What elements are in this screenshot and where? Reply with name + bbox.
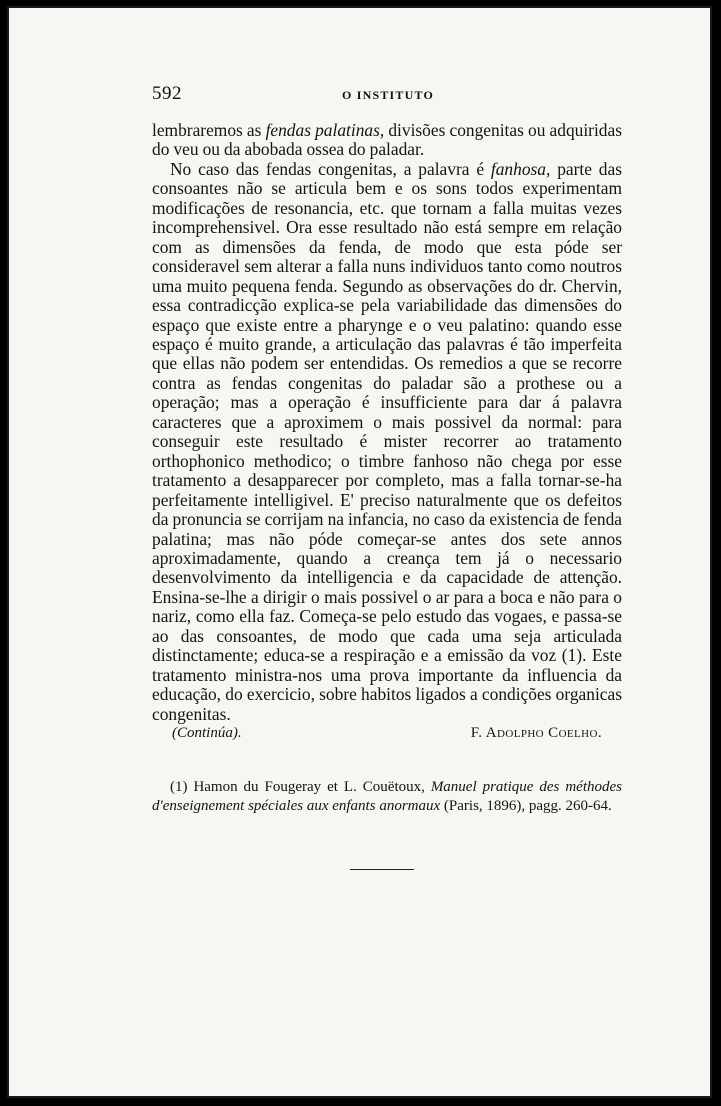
running-head: O INSTITUTO	[342, 88, 435, 102]
page-number: 592	[152, 83, 182, 104]
article-signature	[172, 725, 602, 745]
footnote-text: (Paris, 1896), pagg. 260-64.	[440, 798, 612, 814]
paragraph-continuation	[152, 121, 622, 160]
author-name: F. Adolpho Coelho.	[470, 725, 602, 741]
article-body	[152, 121, 622, 724]
text-run: divisões congenitas ou adquiridas do veu ou da abobada ossea do paladar.	[152, 120, 622, 160]
italic-term: fendas palatinas,	[265, 120, 385, 140]
footnote	[152, 778, 622, 816]
text-run: parte das consoantes não se articula bem e os sons todos experimentam modificações de resonancia, etc. que tornam a falla muitas vezes incomprehensivel. Ora esse resultado não está sempre em relação com as dimensões da fenda, de modo que esta póde ser consideravel sem alterar a falla nuns individuos tanto como noutros uma muito pequena fenda. Segundo as observações do dr. Chervin, essa contradicção explica-se pela variabilidade das dimensões do espaço que existe entre a pharynge e o veu palatino: quando esse espaço é muito grande, a articulação das palavras é tão imperfeita que ellas não podem ser entendidas. Os remedios a que se recorre contra as fendas congenitas do paladar são a prothese ou a operação; mas a operação é insufficiente para dar á palavra caracteres que a aproximem o mais possivel da normal: para conseguir este resultado é mister recorrer ao tratamento orthophonico methodico; o timbre fanhoso não chega por esse tratamento a desapparecer por completo, mas a falla tornar-se-ha perfeitamente intelligivel. E' preciso naturalmente que os defeitos da pronuncia se corrijam na infancia, no caso da existencia de fenda palatina; mas não póde começar-se antes dos sete annos aproximadamente, quando a creança tem já o necessario desenvolvimento da intelligencia e da capacidade de attenção. Ensina-se-lhe a dirigir o mais possivel o ar para a boca e não para o nariz, como ella faz. Começa-se pelo estudo das vogaes, e passa-se ao das consoantes, de modo que cada uma seja articulada distinctamente; educa-se a respiração e a emissão da voz (1). Este tratamento ministra-nos uma prova importante da influencia da educação, do exercicio, sobre habitos ligados a condições organicas congenitas.	[152, 158, 622, 724]
end-rule-divider	[350, 869, 414, 870]
continua-note: (Continúa).	[172, 725, 242, 741]
text-run: lembraremos as	[152, 120, 266, 140]
paragraph-fendas-congenitas	[152, 160, 622, 724]
page-header	[152, 83, 622, 105]
italic-term: fanhosa,	[490, 158, 551, 179]
footnote-book-title: Manuel pratique des méthodes d'enseignement spéciales aux enfants anormaux	[152, 779, 622, 814]
footnote-text: (1) Hamon du Fougeray et L. Couëtoux,	[170, 779, 431, 795]
text-run: No caso das fendas congenitas, a palavra é	[170, 158, 491, 179]
